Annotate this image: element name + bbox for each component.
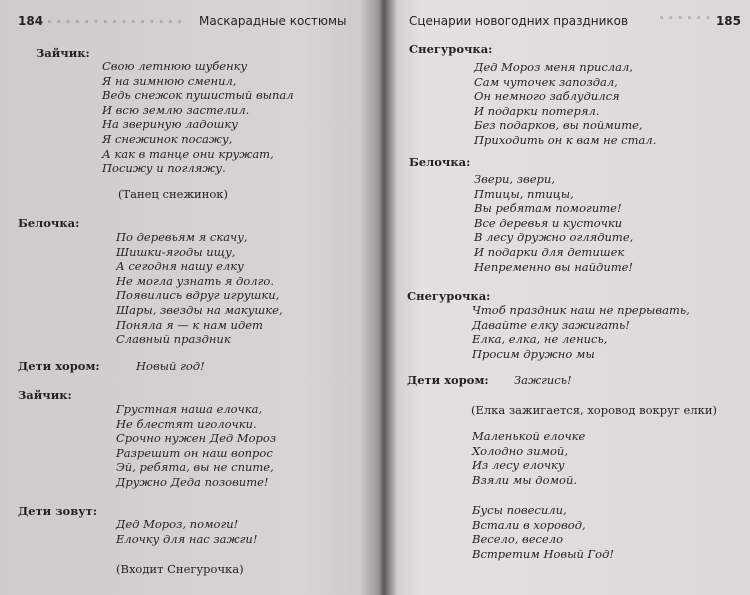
verse <box>116 517 257 546</box>
verse-line: И всю землю застелил. <box>102 102 250 117</box>
verse-line: Я снежинок посажу, <box>102 131 233 146</box>
verse-line: Холодно зимой, <box>472 443 568 458</box>
verse-line: Ведь снежок пушистый выпал <box>102 88 294 103</box>
speaker-label: Зайчик: <box>18 388 72 402</box>
running-title: Сценарии новогодних праздников <box>409 14 629 28</box>
verse-line: А как в танце они кружат, <box>102 146 274 161</box>
verse-line: Славный праздник <box>116 332 231 347</box>
verse <box>474 172 633 274</box>
speaker-label: Белочка: <box>18 216 80 230</box>
speaker-label: Дети зовут: <box>18 504 97 518</box>
header-dots-ornament: ◦◦◦◦◦◦◦◦◦◦◦◦◦◦◦ <box>46 18 187 28</box>
stage-direction: (Входит Снегурочка) <box>116 562 244 576</box>
speaker-label: Снегурочка: <box>407 289 491 303</box>
verse <box>472 303 690 361</box>
verse-line: Непременно вы найдите! <box>474 259 634 274</box>
verse-line: Шары, звезды на макушке, <box>116 302 283 317</box>
verse-line: Просим дружно мы <box>472 346 595 361</box>
verse-line: Не могла узнать я долго. <box>116 273 274 288</box>
verse <box>116 402 276 490</box>
verse-line: Елка, елка, не ленись, <box>472 332 608 347</box>
verse-line: Елочку для нас зажги! <box>116 531 258 546</box>
stage-direction: (Танец снежинок) <box>118 187 228 201</box>
verse-line: Шишки-ягоды ищу, <box>116 244 236 259</box>
verse-line: Встретим Новый Год! <box>472 546 614 561</box>
speaker-label: Зайчик: <box>36 46 90 60</box>
verse-line: Взяли мы домой. <box>472 472 578 487</box>
verse-line: Из лесу елочку <box>472 458 565 473</box>
stage-direction: (Елка зажигается, хоровод вокруг елки) <box>471 403 717 417</box>
verse-line: Поняла я — к нам идет <box>116 317 263 332</box>
verse-line: Дружно Деда позовите! <box>116 474 269 489</box>
verse-line: Звери, звери, <box>474 172 555 186</box>
page-number: 185 <box>715 14 741 28</box>
verse-line: Приходить он к вам не стал. <box>474 132 657 147</box>
verse-line: Не блестят иголочки. <box>116 416 257 431</box>
verse-line: Свою летнюю шубенку <box>102 59 248 73</box>
verse-line: И подарки потерял. <box>474 103 600 118</box>
verse-line: Бусы повесили, <box>472 503 567 517</box>
verse-line: На звериную ладошку <box>102 117 238 132</box>
page-number: 184 <box>18 14 44 28</box>
verse-line: Дед Мороз меня прислал, <box>474 60 633 74</box>
verse-line: Он немного заблудился <box>474 89 620 104</box>
running-header-left <box>18 14 347 28</box>
verse-line: Вы ребятам помогите! <box>474 201 622 216</box>
verse-line: Эй, ребята, вы не спите, <box>116 460 274 475</box>
verse-line: Срочно нужен Дед Мороз <box>116 431 277 446</box>
speaker-label: Дети хором: <box>18 359 100 373</box>
verse <box>472 429 585 487</box>
verse-line: По деревьям я скачу, <box>116 230 248 244</box>
verse-line: А сегодня нашу елку <box>116 259 244 274</box>
verse-line: Птицы, птицы, <box>474 186 574 201</box>
verse <box>474 60 656 148</box>
verse <box>472 503 614 561</box>
inline-line: Новый год! <box>136 359 205 373</box>
running-header-right <box>409 14 741 28</box>
speaker-label: Снегурочка: <box>409 42 493 56</box>
verse-line: Я на зимнюю сменил, <box>102 73 237 88</box>
verse-line: Грустная наша елочка, <box>116 402 263 416</box>
verse-line: Все деревья и кусточки <box>474 215 623 230</box>
verse-line: Маленькой елочке <box>472 429 586 443</box>
verse-line: Давайте елку зажигать! <box>472 317 630 332</box>
speaker-label: Белочка: <box>409 155 471 169</box>
verse <box>116 230 283 347</box>
verse <box>102 59 294 176</box>
verse-line: Весело, весело <box>472 532 564 547</box>
verse-line: В лесу дружно оглядите, <box>474 230 634 245</box>
verse-line: И подарки для детишек <box>474 244 625 259</box>
verse-line: Чтоб праздник наш не прерывать, <box>472 303 690 317</box>
running-title: Маскарадные костюмы <box>199 14 347 28</box>
verse-line: Разрешит он наш вопрос <box>116 445 273 460</box>
verse-line: Без подарков, вы поймите, <box>474 118 643 133</box>
verse-line: Дед Мороз, помоги! <box>116 517 239 531</box>
inline-line: Зажгись! <box>514 373 572 387</box>
verse-line: Сам чуточек запоздал, <box>474 74 618 89</box>
speaker-label: Дети хором: <box>407 373 489 387</box>
verse-line: Встали в хоровод, <box>472 517 586 532</box>
header-dots-ornament: ◦◦◦◦◦◦ <box>659 14 715 24</box>
verse-line: Появились вдруг игрушки, <box>116 288 280 303</box>
verse-line: Посижу и погляжу. <box>102 161 226 176</box>
